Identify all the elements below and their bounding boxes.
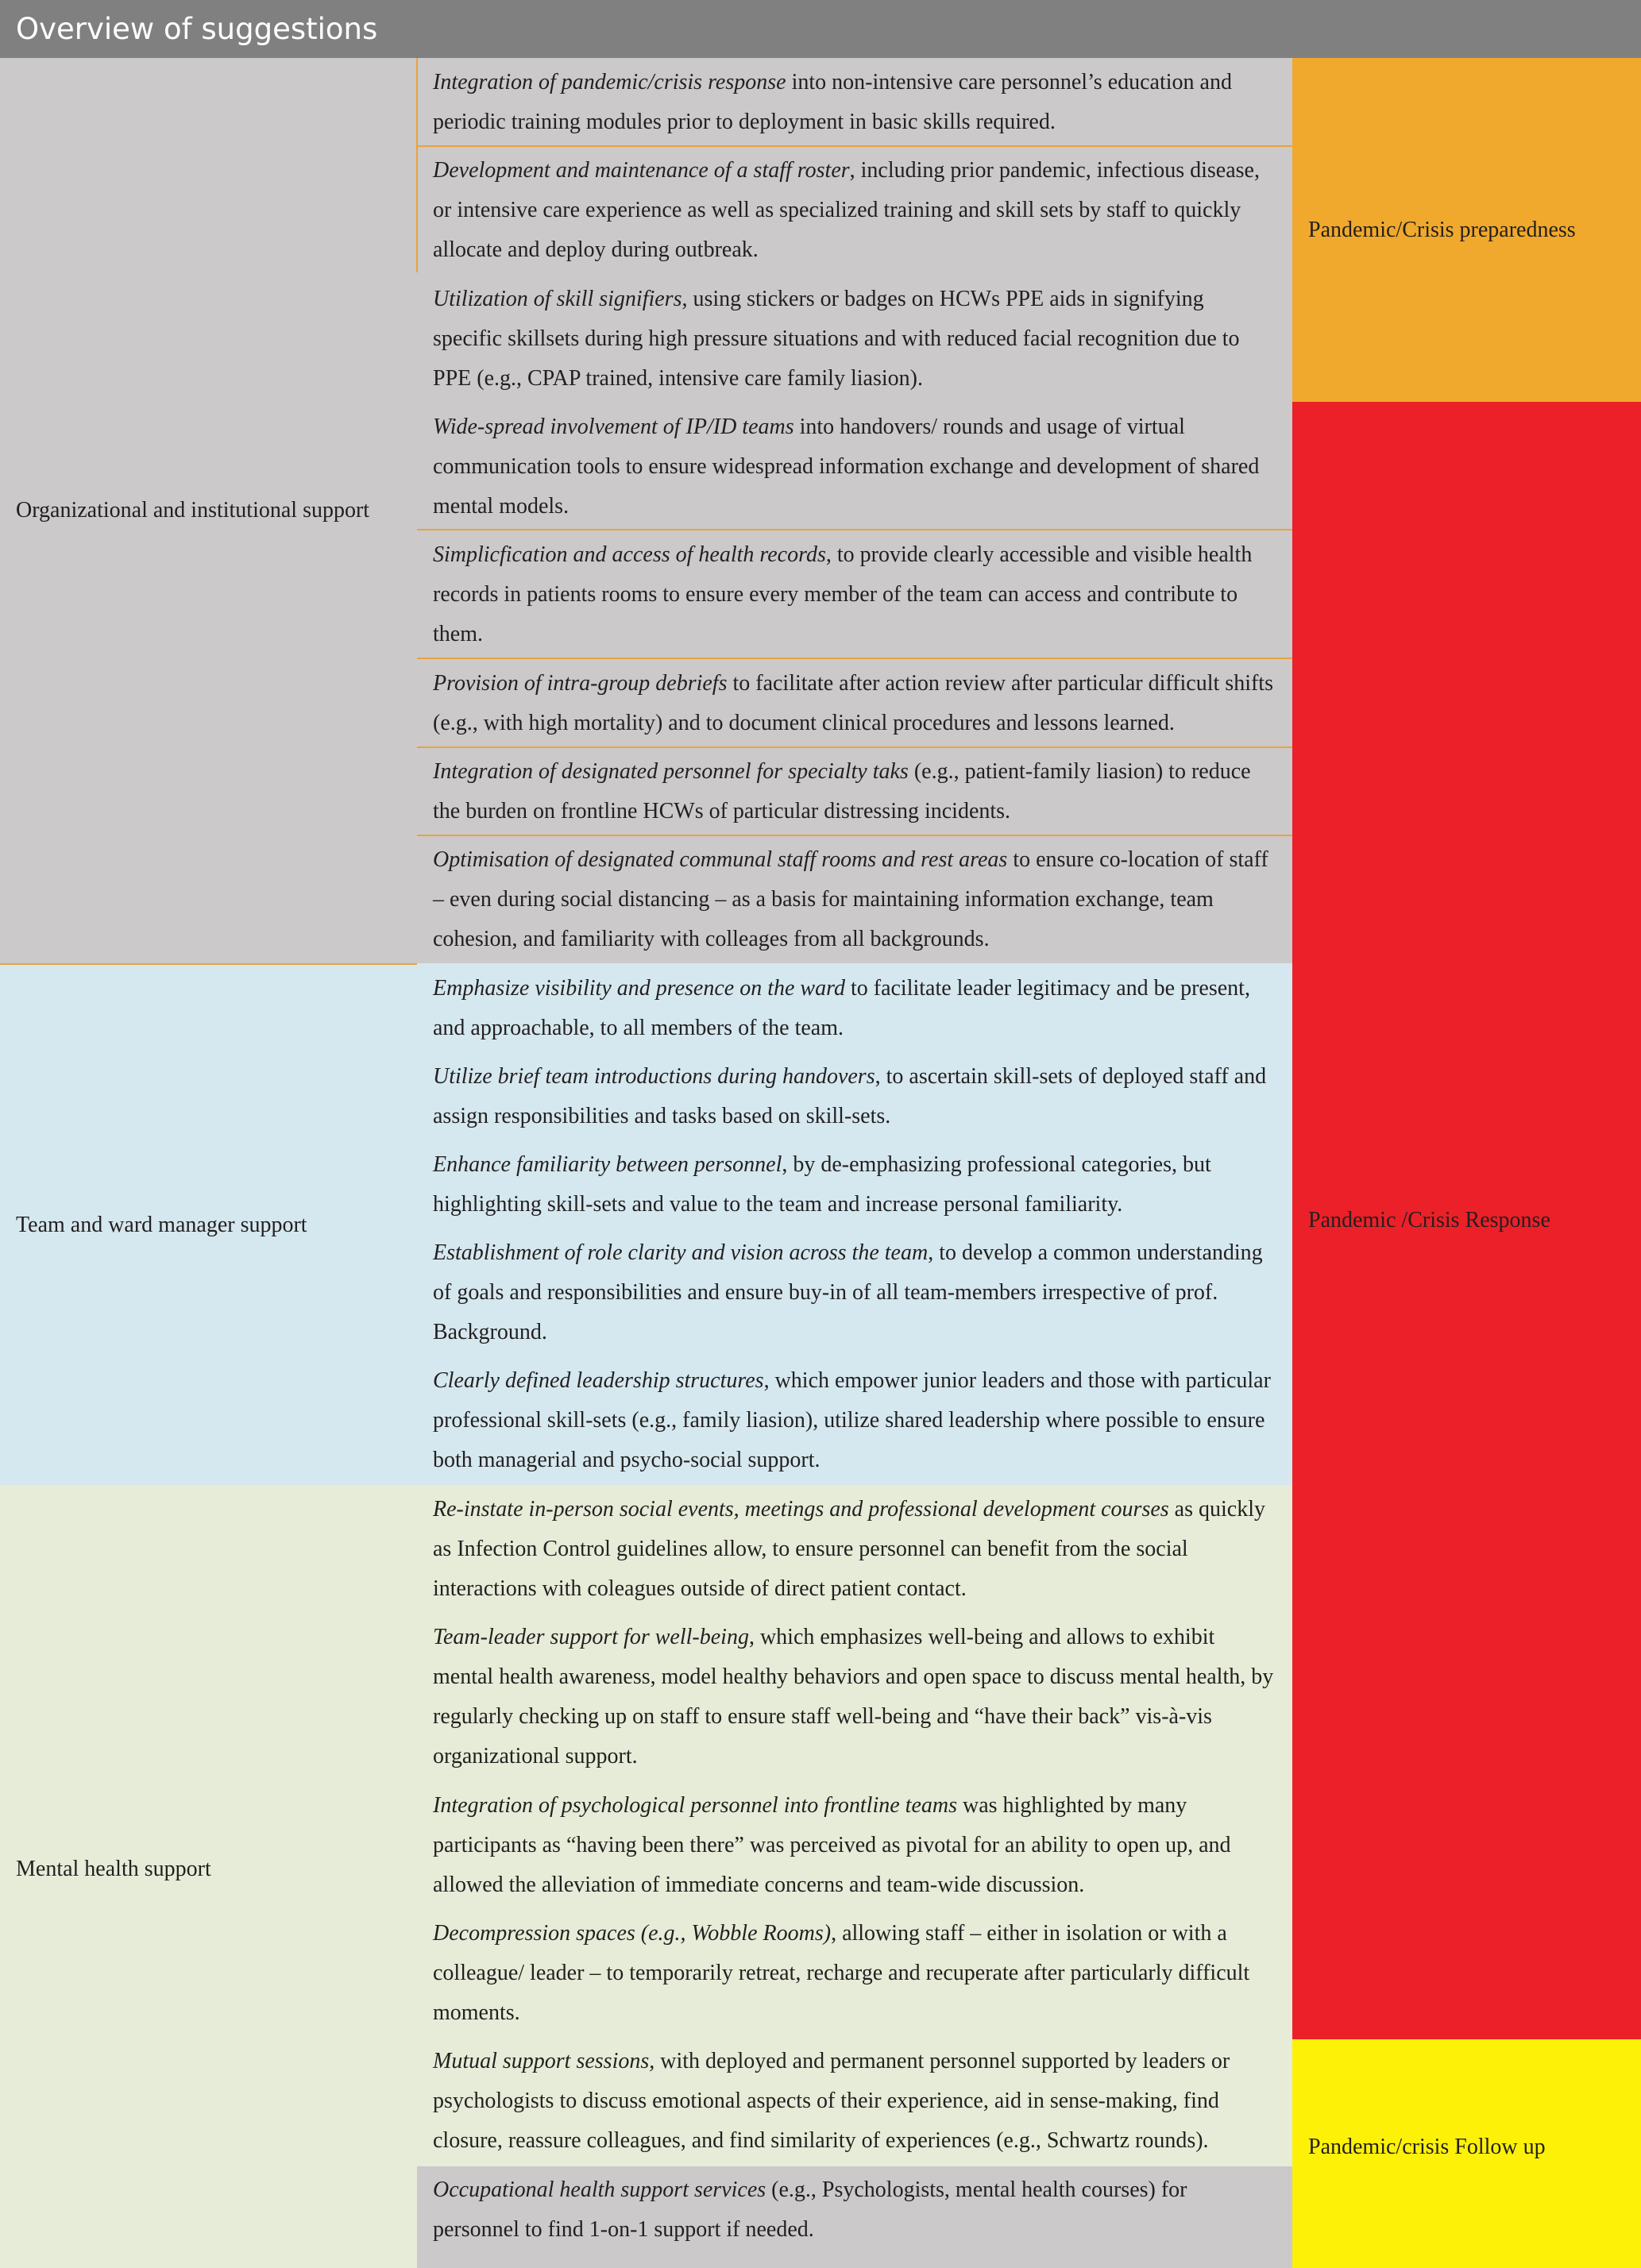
suggestion-text: as quickly as Infection Control guidelines allow, to ensure personnel can benefit from the social interactions with coleagues outside of direct patient contact. xyxy=(433,1497,1265,1601)
row-separator xyxy=(417,529,1292,530)
suggestion-lead: Integration of psychological personnel into frontline teams xyxy=(433,1793,957,1818)
suggestion-lead: Simplicfication and access of health records xyxy=(433,542,826,567)
suggestion-cell xyxy=(417,1145,1292,1225)
suggestion-text: , allowing staff – either in isolation or with a colleague/ leader – to temporarily retreat, recharge and recuperate after particularly difficult moments. xyxy=(433,1921,1250,2025)
suggestion-lead: Wide-spread involvement of IP/ID teams xyxy=(433,415,794,439)
suggestion-cell xyxy=(417,1233,1292,1352)
row-separator xyxy=(0,963,417,965)
suggestion-text: , using stickers or badges on HCWs PPE aids in signifying specific skillsets during high pressure situations and with reduced facial recognition due to PPE (e.g., CPAP trained, intensive care family liasion). xyxy=(433,287,1240,391)
suggestion-cell xyxy=(417,280,1292,399)
suggestion-text: , to ascertain skill-sets of deployed staff and assign responsibilities and tasks based on skill-sets. xyxy=(433,1064,1267,1128)
suggestion-cell xyxy=(417,752,1292,831)
suggestion-lead: Clearly defined leadership structures xyxy=(433,1368,764,1393)
row-separator xyxy=(417,746,1292,748)
suggestion-cell xyxy=(417,1618,1292,1776)
suggestion-lead: Utilize brief team introductions during handovers xyxy=(433,1064,875,1089)
suggestion-text: , by de-emphasizing professional categories, but highlighting skill-sets and value to the team and increase personal familiarity. xyxy=(433,1152,1211,1217)
suggestion-text: , which emphasizes well-being and allows to exhibit mental health awareness, model healthy behaviors and open space to discuss mental health, by regularly checking up on staff to ensure staff well-being and “have their back” vis-à-vis organizational support. xyxy=(433,1625,1274,1768)
suggestion-text: into handovers/ rounds and usage of virtual communication tools to ensure widespread information exchange and development of shared mental models. xyxy=(433,415,1260,519)
suggestion-text: to ensure co-location of staff – even during social distancing – as a basis for maintaining information exchange, team cohesion, and familiarity with colleages from all backgrounds. xyxy=(433,847,1268,951)
suggestion-cell xyxy=(417,535,1292,654)
suggestion-text: (e.g., Psychologists, mental health courses) for personnel to find 1-on-1 support if needed. xyxy=(433,2177,1187,2242)
suggestion-cell xyxy=(417,1786,1292,1905)
stage-label-preparedness: Pandemic/Crisis preparedness xyxy=(1308,218,1576,242)
suggestion-cell xyxy=(417,840,1292,959)
suggestion-lead: Optimisation of designated communal staff rooms and rest areas xyxy=(433,847,1008,872)
suggestion-text: was highlighted by many participants as “having been there” was perceived as pivotal for an ability to open up, and allowed the alleviation of immediate concerns and team-wide discussion. xyxy=(433,1793,1231,1897)
suggestion-lead: Integration of designated personnel for specialty taks xyxy=(433,759,909,784)
suggestion-lead: Occupational health support services xyxy=(433,2177,766,2202)
category-label-organizational: Organizational and institutional support xyxy=(16,498,370,523)
suggestion-cell xyxy=(417,1490,1292,1609)
suggestion-cell xyxy=(417,664,1292,743)
suggestion-lead: Provision of intra-group debriefs xyxy=(433,671,728,696)
suggestion-cell xyxy=(417,151,1292,270)
row-separator xyxy=(417,145,1292,147)
category-label-team: Team and ward manager support xyxy=(16,1213,307,1237)
suggestion-lead: Development and maintenance of a staff roster xyxy=(433,158,850,183)
suggestion-lead: Team-leader support for well-being xyxy=(433,1625,749,1649)
suggestion-cell xyxy=(417,2170,1292,2250)
table-title: Overview of suggestions xyxy=(0,0,1641,58)
suggestion-lead: Decompression spaces (e.g., Wobble Rooms) xyxy=(433,1921,832,1946)
stage-label-response: Pandemic /Crisis Response xyxy=(1308,1208,1550,1232)
suggestion-lead: Mutual support sessions, xyxy=(433,2049,655,2073)
row-separator xyxy=(417,658,1292,659)
suggestion-lead: Emphasize visibility and presence on the ward xyxy=(433,976,845,1001)
suggestion-lead: Re-instate in-person social events, meetings and professional development courses xyxy=(433,1497,1169,1522)
row-separator xyxy=(417,835,1292,836)
suggestion-lead: Utilization of skill signifiers xyxy=(433,287,682,311)
suggestion-text: , to develop a common understanding of goals and responsibilities and ensure buy-in of all team-members irrespective of prof. Background. xyxy=(433,1240,1263,1344)
suggestion-cell xyxy=(417,1057,1292,1136)
suggestion-text: with deployed and permanent personnel supported by leaders or psychologists to discuss emotional aspects of their experience, aid in sense-making, find closure, reassure colleagues, and find similarity of experiences (e.g., Schwartz rounds). xyxy=(433,2049,1230,2153)
suggestion-cell xyxy=(417,1361,1292,1480)
suggestion-cell xyxy=(417,969,1292,1048)
suggestion-text: , including prior pandemic, infectious disease, or intensive care experience as well as specialized training and skill sets by staff to quickly allocate and deploy during outbreak. xyxy=(433,158,1260,262)
suggestion-lead: Enhance familiarity between personnel xyxy=(433,1152,782,1177)
suggestion-text: to facilitate leader legitimacy and be present, and approachable, to all members of the team. xyxy=(433,976,1250,1040)
stage-label-follow-up: Pandemic/crisis Follow up xyxy=(1308,2135,1546,2159)
category-label-mental-health: Mental health support xyxy=(16,1857,211,1881)
suggestion-text: , which empower junior leaders and those with particular professional skill-sets (e.g., family liasion), utilize shared leadership where possible to ensure both managerial and psycho-social support. xyxy=(433,1368,1271,1472)
suggestion-cell xyxy=(417,2042,1292,2161)
suggestion-lead: Establishment of role clarity and vision across the team xyxy=(433,1240,929,1265)
suggestion-cell xyxy=(417,63,1292,142)
suggestion-cell xyxy=(417,1914,1292,2033)
suggestion-text: to facilitate after action review after particular difficult shifts (e.g., with high mortality) and to document clinical procedures and lessons learned. xyxy=(433,671,1273,735)
suggestion-lead: Integration of pandemic/crisis response xyxy=(433,70,786,94)
suggestion-text: , to provide clearly accessible and visible health records in patients rooms to ensure every member of the team can access and contribute to them. xyxy=(433,542,1253,646)
suggestion-cell xyxy=(417,407,1292,526)
suggestion-text: into non-intensive care personnel’s education and periodic training modules prior to deployment in basic skills required. xyxy=(433,70,1232,134)
suggestion-text: (e.g., patient-family liasion) to reduce the burden on frontline HCWs of particular distressing incidents. xyxy=(433,759,1251,824)
